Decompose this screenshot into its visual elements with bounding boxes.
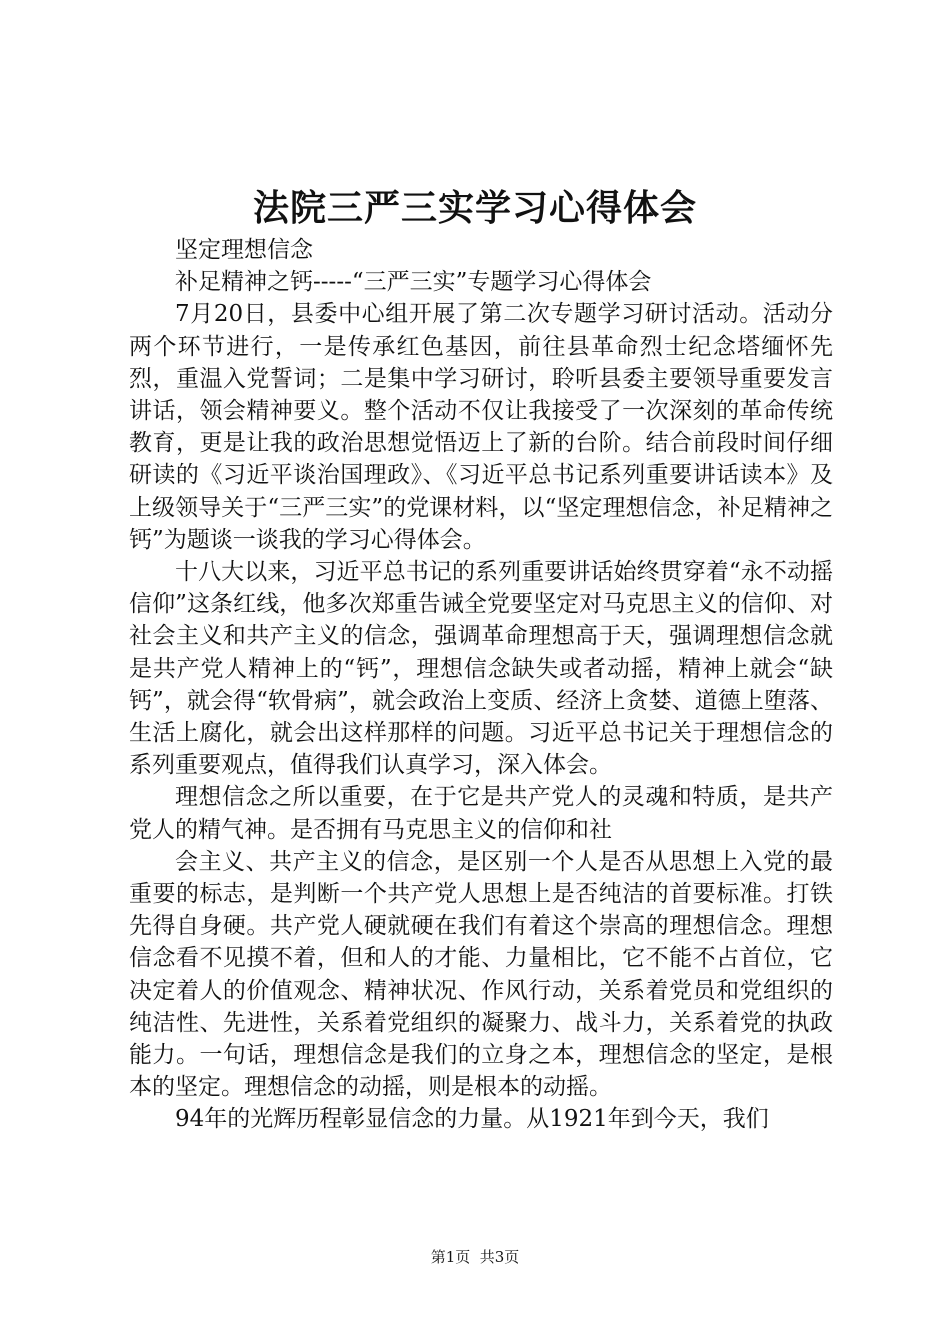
paragraph: 十八大以来，习近平总书记的系列重要讲话始终贯穿着“永不动摇信仰”这条红线，他多次郑重告诫全党要坚定对马克思主义的信仰、对社会主义和共产主义的信念，强调革命理想高于天，强调理想信念就是共产党人精神上的“钙”，理想信念缺失或者动摇，精神上就会“缺钙”，就会得“软骨病”，就会政治上变质、经济上贪婪、道德上堕落、生活上腐化，就会出这样那样的问题。习近平总书记关于理想信念的系列重要观点，值得我们认真学习，深入体会。	[129, 559, 833, 779]
document-body	[129, 234, 833, 1136]
paragraph-subtitle-1: 坚定理想信念	[175, 237, 313, 263]
document-title: 法院三严三实学习心得体会	[252, 187, 697, 229]
paragraph: 会主义、共产主义的信念，是区别一个人是否从思想上入党的最重要的标志，是判断一个共产党人思想上是否纯洁的首要标准。打铁先得自身硬。共产党人硬就硬在我们有着这个崇高的理想信念。理想信念看不见摸不着，但和人的才能、力量相比，它不能不占首位，它决定着人的价值观念、精神状况、作风行动，关系着党员和党组织的纯洁性、先进性，关系着党组织的凝聚力、战斗力，关系着党的执政能力。一句话，理想信念是我们的立身之本，理想信念的坚定，是根本的坚定。理想信念的动摇，则是根本的动摇。	[129, 848, 833, 1101]
paragraph: 7月20日，县委中心组开展了第二次专题学习研讨活动。活动分两个环节进行，一是传承红色基因，前往县革命烈士纪念塔缅怀先烈，重温入党誓词；二是集中学习研讨，聆听县委主要领导重要发言讲话，领会精神要义。整个活动不仅让我接受了一次深刻的革命传统教育，更是让我的政治思想觉悟迈上了新的台阶。结合前段时间仔细研读的《习近平谈治国理政》、《习近平总书记系列重要讲话读本》及上级领导关于“三严三实”的党课材料，以“坚定理想信念，补足精神之钙”为题谈一谈我的学习心得体会。	[129, 301, 833, 553]
paragraph: 理想信念之所以重要，在于它是共产党人的灵魂和特质，是共产党人的精气神。是否拥有马克思主义的信仰和社	[129, 784, 833, 843]
paragraph-subtitle-2: 补足精神之钙-----“三严三实”专题学习心得体会	[175, 269, 652, 296]
page-footer	[0, 1246, 950, 1268]
paragraph: 94年的光辉历程彰显信念的力量。从1921年到今天，我们	[175, 1106, 769, 1133]
page-number: 第1页 共3页	[430, 1248, 520, 1266]
